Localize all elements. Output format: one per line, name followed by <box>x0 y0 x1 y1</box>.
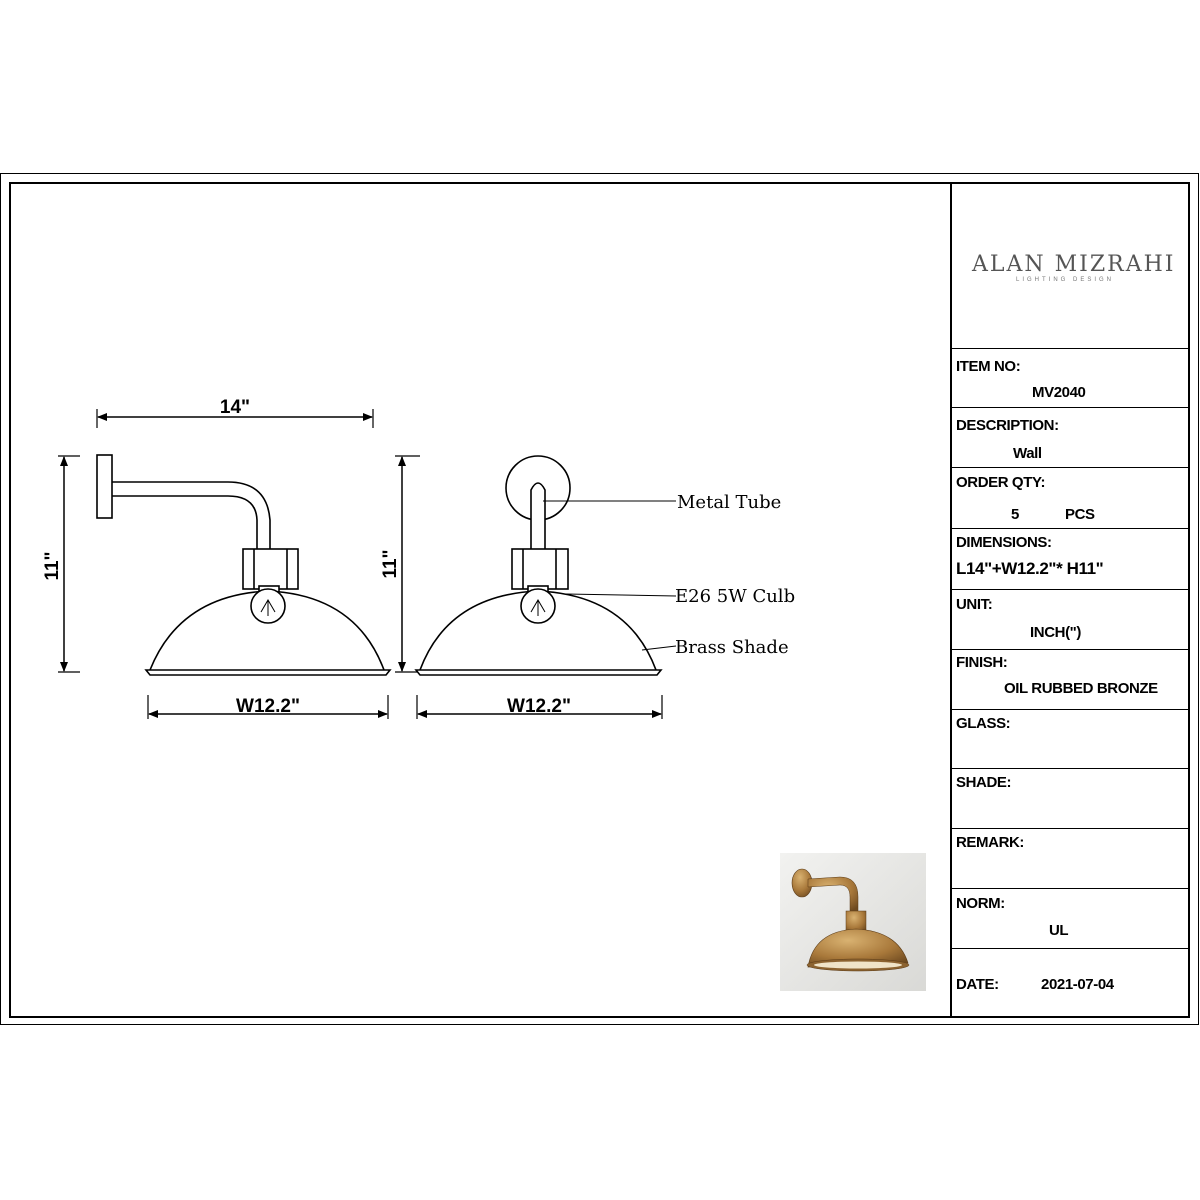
dimensions-row <box>950 529 1190 590</box>
brand-panel <box>950 182 1190 349</box>
description-value: Wall <box>1013 445 1042 462</box>
item-no-label: ITEM NO: <box>956 358 1021 375</box>
dimensions-label: DIMENSIONS: <box>956 534 1052 551</box>
side-height-dimension <box>42 456 80 672</box>
side-height-label: 11" <box>42 551 63 581</box>
glass-label: GLASS: <box>956 715 1011 732</box>
unit-value: INCH(") <box>1030 624 1081 641</box>
side-width-dimension <box>148 695 388 719</box>
order-qty-value: 5 <box>1011 506 1019 523</box>
callout-metal-tube: Metal Tube <box>677 492 782 513</box>
brand-logo: ALAN MIZRAHI <box>972 252 1176 277</box>
front-height-dimension <box>380 456 420 672</box>
finish-value: OIL RUBBED BRONZE <box>1004 680 1158 697</box>
side-width-label: W12.2" <box>236 696 300 717</box>
side-view-lamp <box>97 455 390 675</box>
order-qty-unit: PCS <box>1065 506 1095 523</box>
remark-row <box>950 829 1190 889</box>
front-height-label: 11" <box>380 549 401 579</box>
date-row <box>950 949 1190 1016</box>
description-label: DESCRIPTION: <box>956 417 1059 434</box>
remark-label: REMARK: <box>956 834 1025 851</box>
date-value: 2021-07-04 <box>1041 976 1114 993</box>
order-qty-row <box>950 468 1190 529</box>
dimensions-value: L14"+W12.2"* H11" <box>956 559 1104 578</box>
finish-label: FINISH: <box>956 654 1008 671</box>
norm-value: UL <box>1049 922 1069 939</box>
shade-row <box>950 769 1190 829</box>
brand-subtitle: LIGHTING DESIGN <box>1016 277 1115 283</box>
description-row <box>950 408 1190 468</box>
callout-brass-shade: Brass Shade <box>675 637 789 658</box>
front-view-lamp <box>416 456 661 675</box>
length-dimension <box>97 397 373 428</box>
order-qty-label: ORDER QTY: <box>956 474 1046 491</box>
front-width-label: W12.2" <box>507 696 571 717</box>
shade-label: SHADE: <box>956 774 1012 791</box>
norm-label: NORM: <box>956 895 1005 912</box>
item-no-row <box>950 349 1190 408</box>
callout-bulb: E26 5W Culb <box>675 586 796 607</box>
glass-row <box>950 710 1190 769</box>
front-width-dimension <box>417 695 662 719</box>
norm-row <box>950 889 1190 949</box>
unit-label: UNIT: <box>956 596 993 613</box>
length-label: 14" <box>219 397 251 418</box>
item-no-value: MV2040 <box>1032 384 1086 401</box>
unit-row <box>950 590 1190 650</box>
product-photo <box>780 853 926 991</box>
date-label: DATE: <box>956 976 999 993</box>
finish-row <box>950 650 1190 710</box>
